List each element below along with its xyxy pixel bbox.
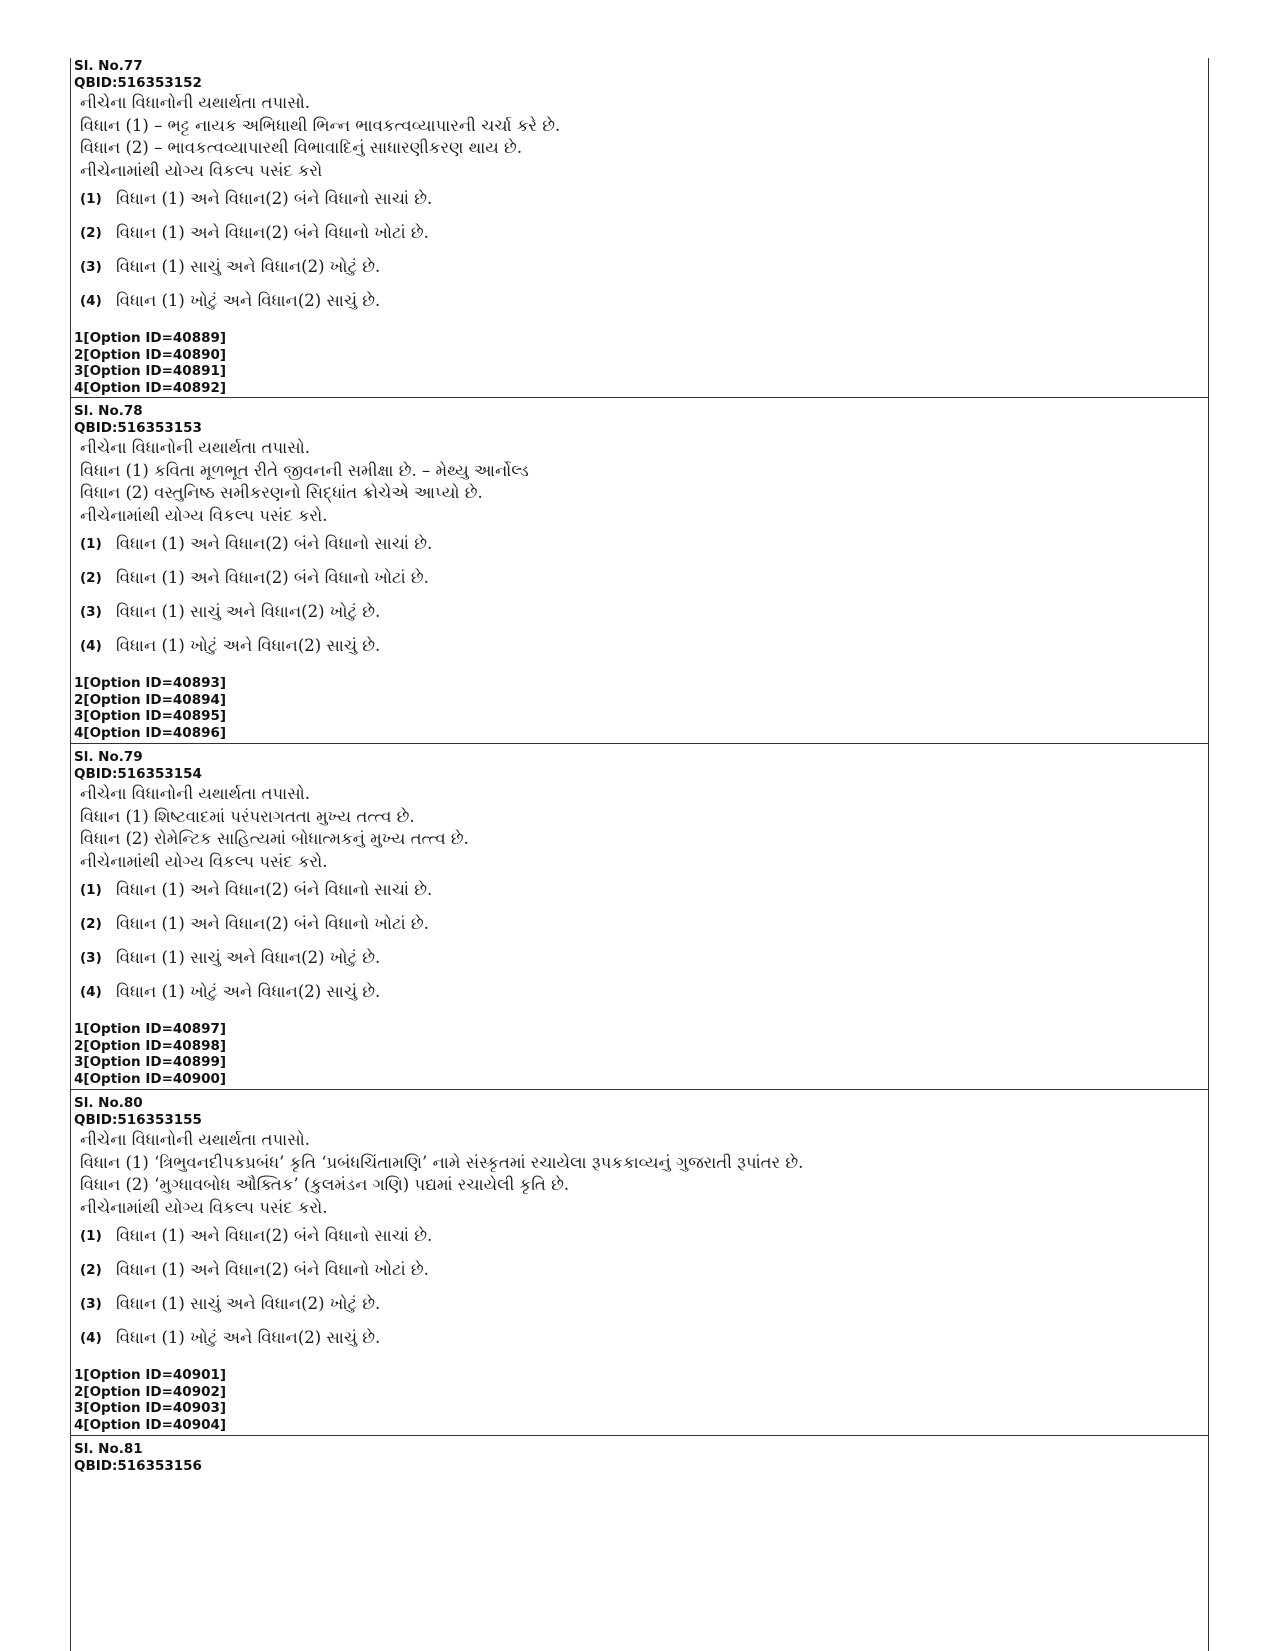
option-number: (1)	[80, 882, 102, 898]
question-block-79	[71, 749, 1208, 1087]
option-text: વિધાન (1) અને વિધાન(2) બંને વિધાનો સાચાં છે.	[116, 880, 433, 899]
question-line: નીચેના વિધાનોની યથાર્થતા તપાસો.	[80, 784, 310, 803]
option-id: 2[Option ID=40890]	[74, 346, 227, 363]
option-number: (3)	[80, 950, 102, 966]
serial-number: Sl. No.77	[74, 58, 143, 74]
option-id: 1[Option ID=40889]	[74, 330, 227, 346]
option-3	[74, 941, 1208, 975]
option-id-list	[74, 330, 1208, 396]
option-text: વિધાન (1) અને વિધાન(2) બંને વિધાનો ખોટાં છે.	[116, 223, 429, 242]
question-block-80	[71, 1095, 1208, 1433]
option-id-list	[74, 1021, 1208, 1087]
option-id: 4[Option ID=40892]	[74, 379, 227, 396]
option-1	[74, 873, 1208, 907]
option-text: વિધાન (1) ખોટું અને વિધાન(2) સાચું છે.	[116, 982, 381, 1001]
statement-1: વિધાન (1) શિષ્ટવાદમાં પરંપરાગતતા મુખ્ય તત્ત્વ છે.	[80, 806, 415, 826]
option-4	[74, 284, 1208, 318]
option-id: 3[Option ID=40891]	[74, 363, 227, 379]
statement-2: વિધાન (2) – ભાવકત્વવ્યાપારથી વિભાવાદિનું સાધારણીકરણ થાય છે.	[80, 138, 523, 157]
option-3	[74, 595, 1208, 629]
option-text: વિધાન (1) ખોટું અને વિધાન(2) સાચું છે.	[116, 291, 381, 310]
instruction-line: નીચેનામાંથી યોગ્ય વિકલ્પ પસંદ કરો	[80, 160, 323, 180]
option-number: (2)	[80, 570, 102, 586]
option-number: (3)	[80, 259, 102, 275]
instruction-line: નીચેનામાંથી યોગ્ય વિકલ્પ પસંદ કરો.	[80, 1197, 328, 1217]
option-number: (1)	[80, 1228, 102, 1244]
statement-1: વિધાન (1) – ભટ્ટ નાયક અભિધાથી ભિન્ન ભાવકત્વવ્યાપારની ચર્ચા કરે છે.	[80, 115, 561, 135]
option-number: (4)	[80, 1330, 102, 1346]
option-id: 4[Option ID=40900]	[74, 1070, 227, 1087]
qbid: QBID:516353156	[74, 1457, 202, 1474]
statement-1: વિધાન (1) કવિતા મૂળભૂત રીતે જીવનની સમીક્ષા છે. – મેથ્યુ આર્નોલ્ડ	[80, 460, 529, 480]
option-id: 4[Option ID=40896]	[74, 724, 227, 741]
question-line: નીચેના વિધાનોની યથાર્થતા તપાસો.	[80, 438, 310, 457]
option-id: 2[Option ID=40898]	[74, 1037, 227, 1054]
divider	[71, 1089, 1208, 1090]
serial-number: Sl. No.78	[74, 403, 143, 419]
option-number: (4)	[80, 293, 102, 309]
option-id-list	[74, 1367, 1208, 1433]
option-id: 2[Option ID=40902]	[74, 1383, 227, 1400]
statement-2: વિધાન (2) ‘મુગ્ધાવબોધ ઔક્તિક’ (કુલમંડન ગણિ) પદ્યમાં રચાયેલી કૃતિ છે.	[80, 1175, 570, 1194]
option-number: (1)	[80, 191, 102, 207]
option-number: (4)	[80, 984, 102, 1000]
option-3	[74, 250, 1208, 284]
option-1	[74, 182, 1208, 216]
option-text: વિધાન (1) અને વિધાન(2) બંને વિધાનો ખોટાં છે.	[116, 1260, 429, 1279]
option-text: વિધાન (1) અને વિધાન(2) બંને વિધાનો ખોટાં છે.	[116, 914, 429, 933]
instruction-line: નીચેનામાંથી યોગ્ય વિકલ્પ પસંદ કરો.	[80, 505, 328, 525]
option-text: વિધાન (1) ખોટું અને વિધાન(2) સાચું છે.	[116, 636, 381, 655]
option-text: વિધાન (1) સાચું અને વિધાન(2) ખોટું છે.	[116, 1294, 381, 1313]
divider	[71, 1435, 1208, 1436]
question-block-81	[71, 1441, 1208, 1474]
option-4	[74, 975, 1208, 1009]
option-2	[74, 561, 1208, 595]
option-text: વિધાન (1) અને વિધાન(2) બંને વિધાનો ખોટાં છે.	[116, 568, 429, 587]
question-block-78	[71, 403, 1208, 741]
question-paper-frame	[70, 58, 1209, 1651]
option-text: વિધાન (1) અને વિધાન(2) બંને વિધાનો સાચાં છે.	[116, 1226, 433, 1245]
statement-1: વિધાન (1) ‘ત્રિભુવનદીપકપ્રબંધ’ કૃતિ ‘પ્રબંધચિંતામણિ’ નામે સંસ્કૃતમાં રચાયેલા રૂપકકાવ્યનું ગુજરાતી રૂપાંતર છે.	[80, 1152, 804, 1172]
option-text: વિધાન (1) ખોટું અને વિધાન(2) સાચું છે.	[116, 1328, 381, 1347]
option-id: 3[Option ID=40895]	[74, 708, 227, 724]
option-id: 1[Option ID=40897]	[74, 1021, 227, 1037]
option-number: (4)	[80, 638, 102, 654]
serial-number: Sl. No.81	[74, 1441, 143, 1457]
option-id: 3[Option ID=40899]	[74, 1054, 227, 1070]
option-2	[74, 216, 1208, 250]
option-number: (1)	[80, 536, 102, 552]
option-number: (2)	[80, 225, 102, 241]
option-number: (2)	[80, 916, 102, 932]
option-1	[74, 527, 1208, 561]
option-number: (2)	[80, 1262, 102, 1278]
qbid: QBID:516353154	[74, 765, 202, 782]
option-id: 3[Option ID=40903]	[74, 1400, 227, 1416]
qbid: QBID:516353155	[74, 1111, 202, 1128]
option-text: વિધાન (1) સાચું અને વિધાન(2) ખોટું છે.	[116, 602, 381, 621]
option-text: વિધાન (1) સાચું અને વિધાન(2) ખોટું છે.	[116, 948, 381, 967]
serial-number: Sl. No.80	[74, 1095, 143, 1111]
qbid: QBID:516353152	[74, 74, 202, 91]
option-1	[74, 1219, 1208, 1253]
option-id: 1[Option ID=40893]	[74, 675, 227, 691]
option-id-list	[74, 675, 1208, 741]
qbid: QBID:516353153	[74, 419, 202, 436]
option-id: 1[Option ID=40901]	[74, 1367, 227, 1383]
option-text: વિધાન (1) સાચું અને વિધાન(2) ખોટું છે.	[116, 257, 381, 276]
statement-2: વિધાન (2) રોમેન્ટિક સાહિત્યમાં બોધાત્મકનું મુખ્ય તત્ત્વ છે.	[80, 829, 469, 848]
question-line: નીચેના વિધાનોની યથાર્થતા તપાસો.	[80, 93, 310, 112]
question-line: નીચેના વિધાનોની યથાર્થતા તપાસો.	[80, 1130, 310, 1149]
option-text: વિધાન (1) અને વિધાન(2) બંને વિધાનો સાચાં છે.	[116, 189, 433, 208]
option-2	[74, 907, 1208, 941]
divider	[71, 743, 1208, 744]
option-4	[74, 1321, 1208, 1355]
option-text: વિધાન (1) અને વિધાન(2) બંને વિધાનો સાચાં છે.	[116, 534, 433, 553]
option-id: 2[Option ID=40894]	[74, 691, 227, 708]
serial-number: Sl. No.79	[74, 749, 143, 765]
divider	[71, 397, 1208, 398]
option-number: (3)	[80, 604, 102, 620]
option-2	[74, 1253, 1208, 1287]
question-block-77	[71, 58, 1208, 396]
option-number: (3)	[80, 1296, 102, 1312]
statement-2: વિધાન (2) વસ્તુનિષ્ઠ સમીકરણનો સિદ્ધાંત ક્રોચેએ આપ્યો છે.	[80, 483, 483, 502]
option-4	[74, 629, 1208, 663]
instruction-line: નીચેનામાંથી યોગ્ય વિકલ્પ પસંદ કરો.	[80, 851, 328, 871]
option-3	[74, 1287, 1208, 1321]
option-id: 4[Option ID=40904]	[74, 1416, 227, 1433]
